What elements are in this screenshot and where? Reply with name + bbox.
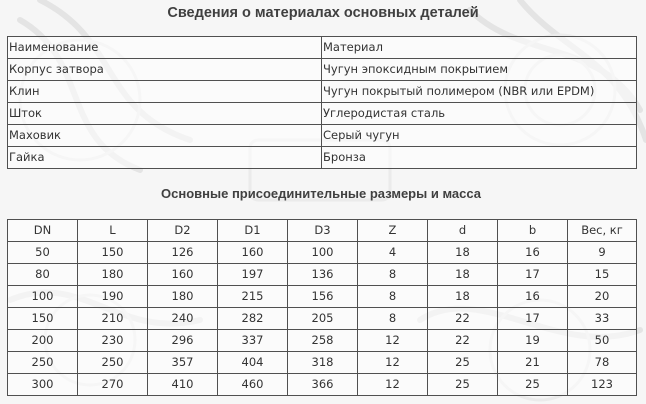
table-row [8, 103, 637, 125]
cell-dn: 200 [8, 330, 78, 352]
cell-weight: 15 [568, 264, 637, 286]
header-cell-d1: D1 [218, 220, 288, 242]
cell-d: 25 [428, 374, 498, 396]
header-cell-d2: D2 [148, 220, 218, 242]
cell-b: 19 [498, 330, 568, 352]
header-cell-dn: DN [8, 220, 78, 242]
table-row [8, 242, 637, 264]
table-header-row [8, 220, 637, 242]
cell-z: 8 [358, 286, 428, 308]
cell-dn: 80 [8, 264, 78, 286]
header-cell-l: L [78, 220, 148, 242]
cell-dn: 150 [8, 308, 78, 330]
table-row [8, 308, 637, 330]
table-header-row [8, 37, 637, 59]
part-name: Шток [8, 103, 322, 125]
cell-z: 4 [358, 242, 428, 264]
part-material: Чугун покрытый полимером (NBR или EPDM) [322, 81, 637, 103]
part-name: Маховик [8, 125, 322, 147]
cell-d1: 404 [218, 352, 288, 374]
part-material: Бронза [322, 147, 637, 169]
cell-weight: 9 [568, 242, 637, 264]
cell-b: 25 [498, 374, 568, 396]
header-cell-d3: D3 [288, 220, 358, 242]
cell-l: 190 [78, 286, 148, 308]
cell-weight: 20 [568, 286, 637, 308]
header-cell-material: Материал [322, 37, 637, 59]
dimensions-table [7, 219, 637, 396]
dimensions-title: Основные присоединительные размеры и масса [161, 186, 481, 201]
cell-l: 230 [78, 330, 148, 352]
materials-title: Сведения о материалах основных деталей [167, 5, 479, 21]
cell-d: 18 [428, 264, 498, 286]
table-row [8, 59, 637, 81]
cell-weight: 123 [568, 374, 637, 396]
part-material: Серый чугун [322, 125, 637, 147]
cell-l: 210 [78, 308, 148, 330]
table-row [8, 81, 637, 103]
cell-z: 8 [358, 308, 428, 330]
part-name: Клин [8, 81, 322, 103]
table-row [8, 147, 637, 169]
cell-l: 270 [78, 374, 148, 396]
part-name: Корпус затвора [8, 59, 322, 81]
cell-l: 250 [78, 352, 148, 374]
cell-d2: 410 [148, 374, 218, 396]
materials-table [7, 36, 637, 169]
cell-b: 16 [498, 242, 568, 264]
header-cell-d: d [428, 220, 498, 242]
cell-d: 22 [428, 308, 498, 330]
cell-d1: 215 [218, 286, 288, 308]
cell-d3: 205 [288, 308, 358, 330]
cell-b: 17 [498, 308, 568, 330]
cell-dn: 50 [8, 242, 78, 264]
cell-b: 17 [498, 264, 568, 286]
cell-dn: 100 [8, 286, 78, 308]
cell-b: 16 [498, 286, 568, 308]
cell-d1: 460 [218, 374, 288, 396]
cell-d: 22 [428, 330, 498, 352]
table-row [8, 286, 637, 308]
table-row [8, 264, 637, 286]
cell-z: 12 [358, 374, 428, 396]
header-cell-z: Z [358, 220, 428, 242]
cell-dn: 300 [8, 374, 78, 396]
cell-d: 18 [428, 286, 498, 308]
cell-d3: 100 [288, 242, 358, 264]
header-cell-name: Наименование [8, 37, 322, 59]
cell-d2: 240 [148, 308, 218, 330]
table-row [8, 352, 637, 374]
part-material: Чугун эпоксидным покрытием [322, 59, 637, 81]
cell-weight: 33 [568, 308, 637, 330]
cell-d3: 136 [288, 264, 358, 286]
cell-d3: 156 [288, 286, 358, 308]
cell-dn: 250 [8, 352, 78, 374]
cell-d3: 366 [288, 374, 358, 396]
cell-z: 12 [358, 330, 428, 352]
table-row [8, 125, 637, 147]
cell-d: 18 [428, 242, 498, 264]
table-row [8, 330, 637, 352]
cell-d: 25 [428, 352, 498, 374]
cell-b: 21 [498, 352, 568, 374]
cell-d1: 197 [218, 264, 288, 286]
cell-d2: 357 [148, 352, 218, 374]
part-material: Углеродистая сталь [322, 103, 637, 125]
cell-d2: 160 [148, 264, 218, 286]
cell-d1: 337 [218, 330, 288, 352]
cell-d2: 180 [148, 286, 218, 308]
cell-d3: 318 [288, 352, 358, 374]
cell-d1: 160 [218, 242, 288, 264]
cell-weight: 50 [568, 330, 637, 352]
cell-weight: 78 [568, 352, 637, 374]
cell-d3: 258 [288, 330, 358, 352]
cell-d2: 126 [148, 242, 218, 264]
cell-z: 12 [358, 352, 428, 374]
cell-l: 150 [78, 242, 148, 264]
table-row [8, 374, 637, 396]
cell-l: 180 [78, 264, 148, 286]
cell-d2: 296 [148, 330, 218, 352]
header-cell-weight: Вес, кг [568, 220, 637, 242]
cell-d1: 282 [218, 308, 288, 330]
header-cell-b: b [498, 220, 568, 242]
part-name: Гайка [8, 147, 322, 169]
cell-z: 8 [358, 264, 428, 286]
